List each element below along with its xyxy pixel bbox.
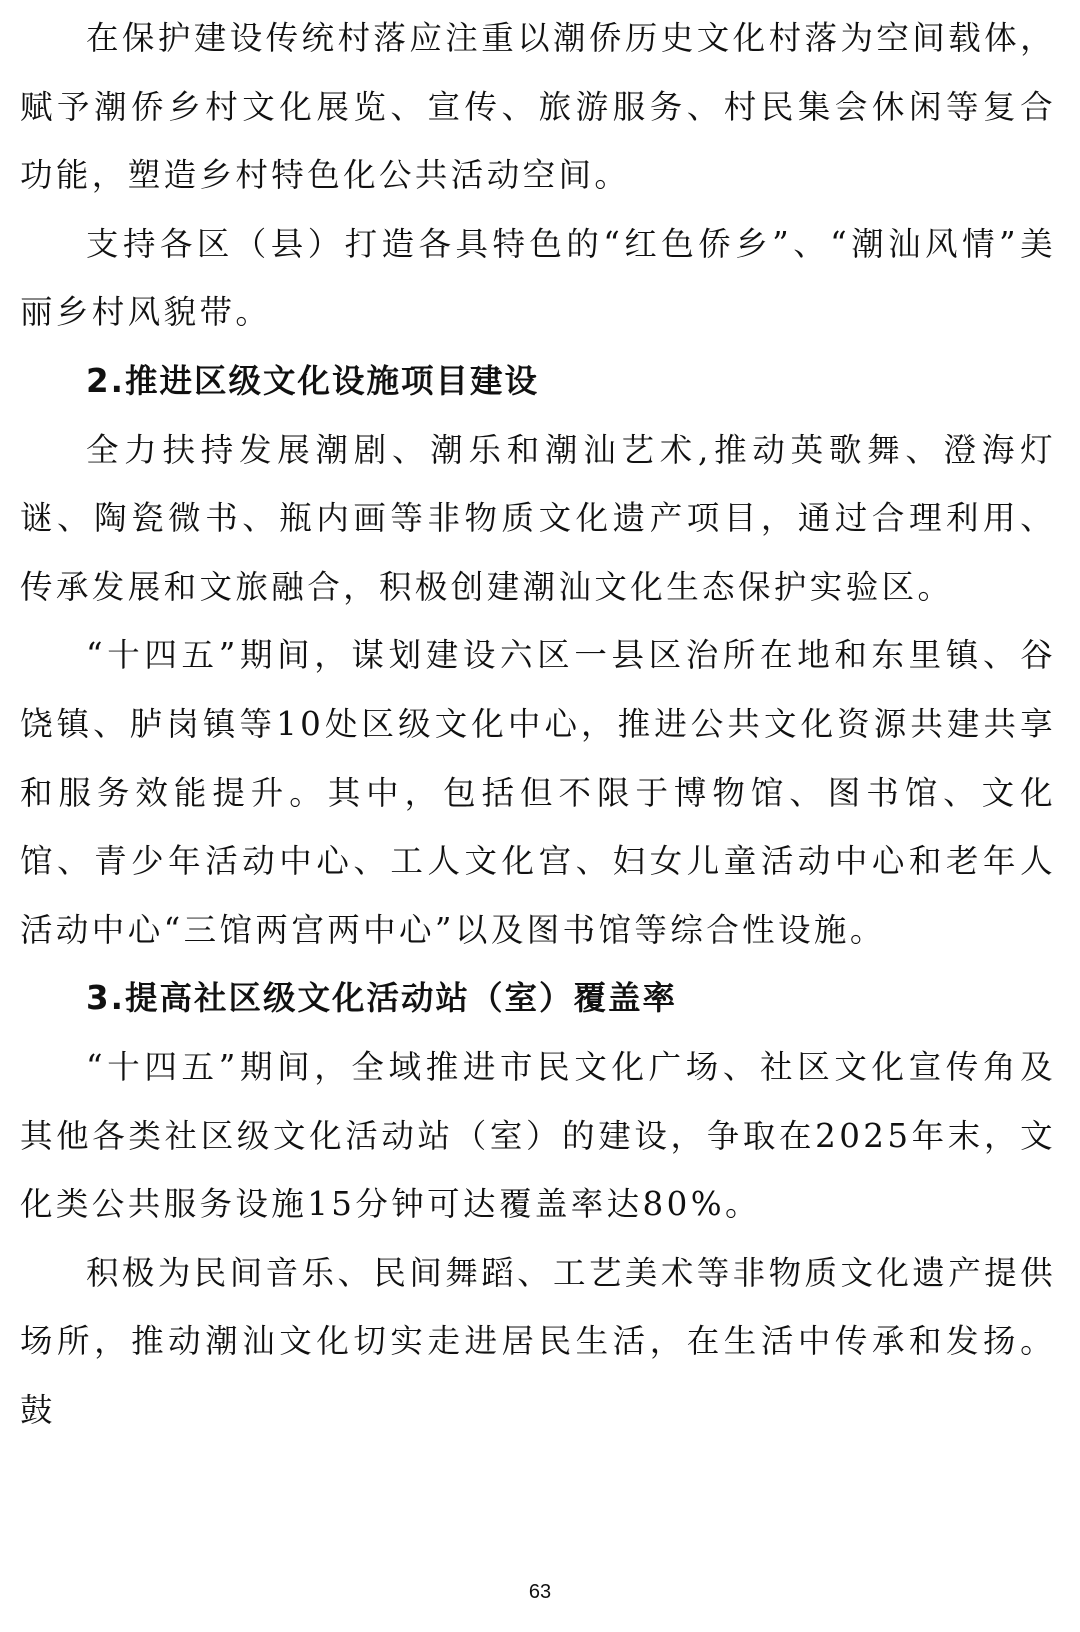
section-heading-community-coverage: 3.提高社区级文化活动站（室）覆盖率: [86, 979, 677, 1018]
page-number: 63: [528, 1581, 552, 1603]
document-body: [20, 4, 1056, 1444]
paragraph-cultural-centers: “十四五”期间，谋划建设六区一县区治所在地和东里镇、谷饶镇、胪岗镇等10处区级文化中心，推进公共文化资源共建共享和服务效能提升。其中，包括但不限于博物馆、图书馆、文化馆、青少年活动中心、工人文化宫、妇女儿童活动中心和老年人活动中心“三馆两宫两中心”以及图书馆等综合性设施。: [20, 636, 1056, 949]
paragraph-village-preservation: 在保护建设传统村落应注重以潮侨历史文化村落为空间载体，赋予潮侨乡村文化展览、宣传、旅游服务、村民集会休闲等复合功能，塑造乡村特色化公共活动空间。: [20, 19, 1056, 195]
paragraph-scenic-belt: 支持各区（县）打造各具特色的“红色侨乡”、“潮汕风情”美丽乡村风貌带。: [20, 224, 1056, 332]
section-heading-district-facilities: 2.推进区级文化设施项目建设: [86, 361, 539, 400]
paragraph-folk-arts: 积极为民间音乐、民间舞蹈、工艺美术等非物质文化遗产提供场所，推动潮汕文化切实走进居民生活，在生活中传承和发扬。鼓: [20, 1253, 1056, 1429]
paragraph-intangible-heritage: 全力扶持发展潮剧、潮乐和潮汕艺术,推动英歌舞、澄海灯谜、陶瓷微书、瓶内画等非物质文化遗产项目，通过合理利用、传承发展和文旅融合，积极创建潮汕文化生态保护实验区。: [20, 430, 1056, 606]
paragraph-community-stations: “十四五”期间，全域推进市民文化广场、社区文化宣传角及其他各类社区级文化活动站（室）的建设，争取在2025年末，文化类公共服务设施15分钟可达覆盖率达80%。: [20, 1047, 1056, 1224]
